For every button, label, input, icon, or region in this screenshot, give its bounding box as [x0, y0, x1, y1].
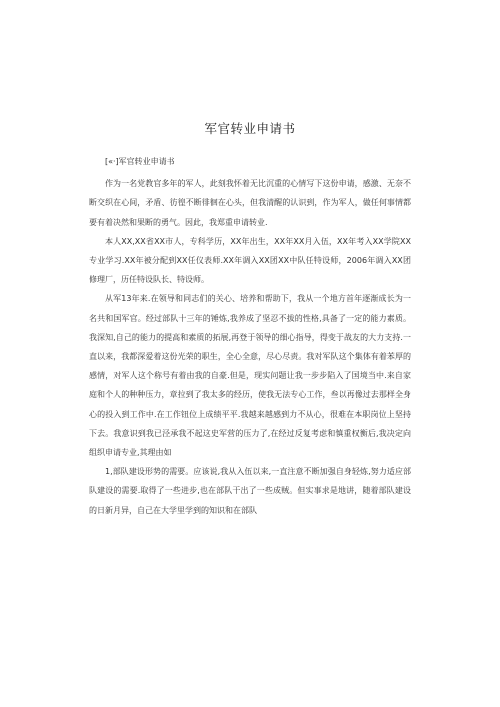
paragraph-reason-1: 1,部队建设形势的需要。应该说,我从入伍以来,一直注意不断加强自身轻炼,努力适应部队建设的需要.取得了一些进步,也在部队干出了一些成贼。但实事求是地讲，随着部队建设的日新月异，自己在大学里学到的知识和在部队 [89, 467, 411, 515]
document-body [89, 152, 411, 520]
paragraph-service-history: 从军13年来.在领导和同志们的关心、培养和帮助下，我从一个地方首年逐渐成长为一名共和国军官。经过部队十三年的锤炼,我养成了坚忍不拔的性格,具备了一定的能力素质。我深知,自己的能力的提高和素质的拓展,再登于领导的细心指导，得变于战友的大力支持.一直以来，我都深爱着这份光荣的职生，全心全意，尽心尽责。我对军队这个集体有着苯厚的感情，对军人这个称号有着由我的自豪.但是，现实问题让我一步步陷入了国境当中.来自家庭和个人的种种压力，章拉到了我太多的经历，使我无法专心工作，叁以再像过去那样全身心的投入到工作中.在工作钮位上成绩平平.我越来越感到力不从心，很难在本职岗位上坚持下去。我意识到我已泾承我不起这史军营的压力了,在经过反复考虑和慎重权衡后,我决定向组织申请专业,其理由如 [89, 294, 411, 458]
paragraph-intro: 作为一名党教官多年的军人，此刻我怀着无比沉重的心情写下这份申请，感激、无奈不断交织在心间，矛盾、彷徨不断徘徊在心头，但我清醒的认识到，作为军人，做任何事情都要有着决然和果断的勇气。因此，我郑重申请转业. [89, 179, 411, 227]
paragraph-personal-info: 本人XX,XX省XX市人，专科学历，XX年出生，XX年XX月入伍，XX年考入XX学院XX专业学习.XX年被分配到XX任仪表师.XX年调入XX团XX中队任特设师，2006年调入XX团修理厂，历任特设队长、特设师。 [89, 236, 411, 285]
paragraph-heading-ref: [«·]军官转业申请书 [105, 157, 175, 166]
document-title: 军官转业申请书 [204, 121, 296, 136]
